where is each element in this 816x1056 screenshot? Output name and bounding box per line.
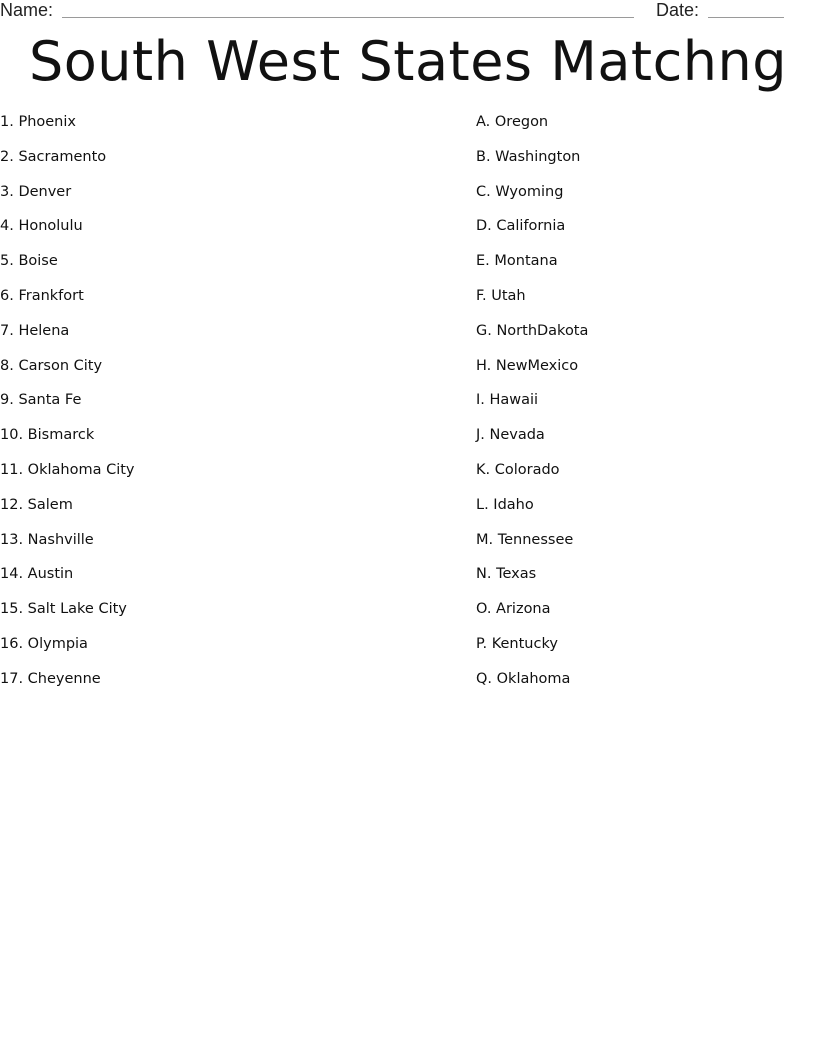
state-item: P. Kentucky	[476, 635, 558, 652]
capital-item: 11. Oklahoma City	[0, 461, 135, 478]
capital-item: 14. Austin	[0, 566, 74, 583]
capital-item: 1. Phoenix	[0, 114, 76, 130]
state-item: G. NorthDakota	[476, 322, 589, 339]
name-label: Name:	[0, 0, 54, 20]
capital-item: 16. Olympia	[0, 635, 88, 652]
capital-item: 17. Cheyenne	[0, 670, 101, 687]
capital-item: 12. Salem	[0, 496, 73, 513]
state-item: B. Washington	[476, 148, 581, 165]
capital-item: 13. Nashville	[0, 531, 94, 548]
capital-item: 7. Helena	[0, 322, 70, 339]
capital-item: 2. Sacramento	[0, 148, 107, 165]
date-blank-line	[708, 17, 784, 18]
capital-item: 15. Salt Lake City	[0, 601, 127, 618]
date-label: Date:	[656, 0, 700, 20]
state-item: A. Oregon	[476, 114, 549, 130]
state-item: L. Idaho	[476, 496, 534, 513]
name-blank-line	[62, 17, 634, 18]
state-item: Q. Oklahoma	[476, 670, 571, 687]
state-item: D. California	[476, 218, 566, 235]
capital-item: 5. Boise	[0, 253, 58, 270]
capital-item: 3. Denver	[0, 183, 72, 200]
state-item: H. NewMexico	[476, 357, 579, 374]
state-item: J. Nevada	[476, 427, 545, 444]
state-item: M. Tennessee	[476, 531, 574, 548]
state-item: E. Montana	[476, 253, 558, 270]
state-item: I. Hawaii	[476, 392, 539, 409]
capital-item: 8. Carson City	[0, 357, 103, 374]
capital-item: 9. Santa Fe	[0, 392, 82, 409]
state-item: N. Texas	[476, 566, 537, 583]
state-item: F. Utah	[476, 287, 526, 304]
capital-item: 6. Frankfort	[0, 287, 84, 304]
worksheet-title: South West States Matchng	[28, 30, 788, 93]
states-list	[476, 112, 588, 704]
capital-item: 4. Honolulu	[0, 218, 83, 235]
state-item: O. Arizona	[476, 601, 551, 618]
header-row	[0, 0, 816, 22]
state-item: K. Colorado	[476, 461, 560, 478]
capitals-list	[0, 112, 135, 704]
state-item: C. Wyoming	[476, 183, 564, 200]
capital-item: 10. Bismarck	[0, 427, 95, 444]
